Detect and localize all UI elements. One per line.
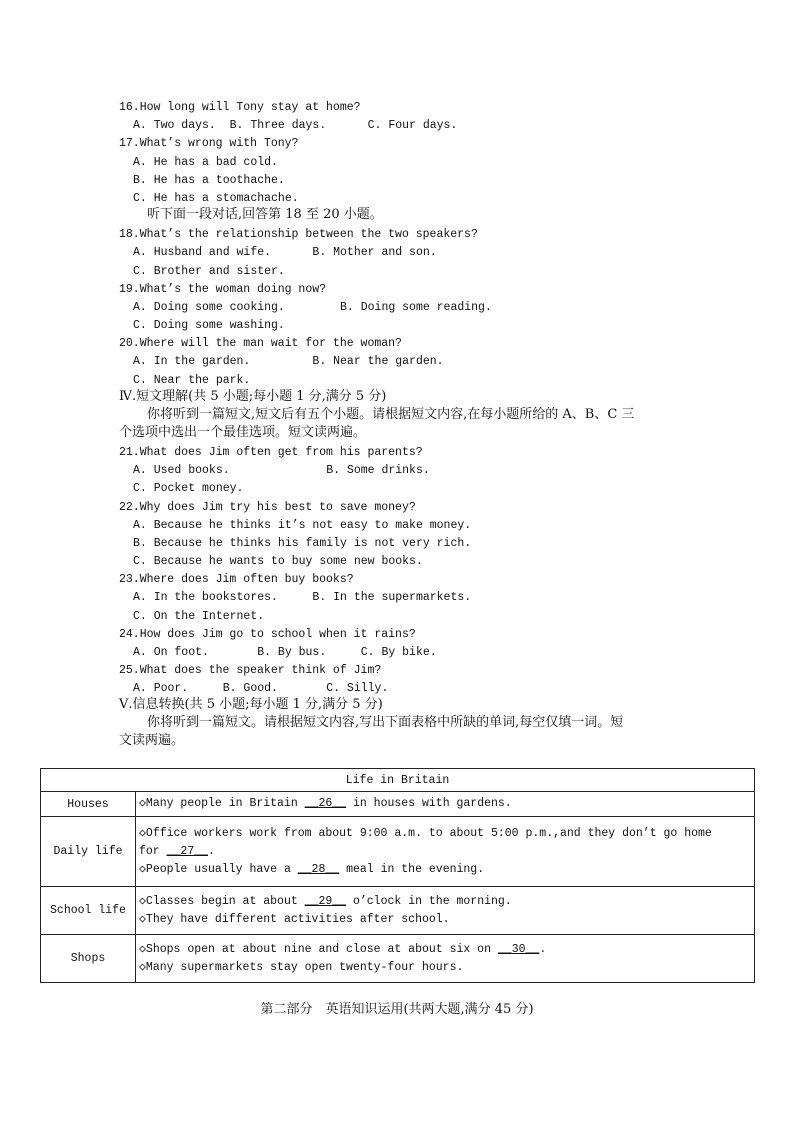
row-content-houses [136,792,755,817]
life-in-britain-table [40,768,755,983]
blank-27: __27__ [166,844,209,858]
text: . [208,844,215,858]
q19-options-ab: A. Doing some cooking. B. Doing some reading. [133,301,492,314]
section-5-title: Ⅴ.信息转换(共 5 小题;每小题 1 分,满分 5 分) [119,697,383,712]
blank-30: __30__ [497,942,540,956]
text: ◇Classes begin at about [139,894,305,908]
text: ◇They have different activities after school. [139,912,450,926]
q17-stem: 17.What’s wrong with Tony? [119,137,299,150]
row-label-houses: Houses [41,792,136,817]
q17-option-a: A. He has a bad cold. [133,156,278,169]
text: meal in the evening. [339,862,485,876]
table-row [41,792,755,817]
row-content-school-life [136,887,755,935]
q25-options: A. Poor. B. Good. C. Silly. [133,682,389,695]
text: for [139,844,167,858]
row-content-shops [136,935,755,983]
q24-stem: 24.How does Jim go to school when it rains? [119,628,416,641]
blank-29: __29__ [304,894,347,908]
q16-stem: 16.How long will Tony stay at home? [119,101,361,114]
text: o’clock in the morning. [346,894,512,908]
directions-18-20: 听下面一段对话,回答第 18 至 20 小题。 [147,207,383,222]
text: . [539,942,547,956]
text: ◇Office workers work from about 9:00 a.m. to about 5:00 p.m.,and they don’t go home [139,826,712,840]
q20-option-c: C. Near the park. [133,374,251,387]
q22-option-c: C. Because he wants to buy some new books. [133,555,423,568]
text: in houses with gardens. [346,797,512,810]
q22-option-b: B. Because he thinks his family is not very rich. [133,537,472,550]
section-5-directions-1: 你将听到一篇短文。请根据短文内容,写出下面表格中所缺的单词,每空仅填一词。短 [147,715,624,730]
table-row [41,935,755,983]
q24-options: A. On foot. B. By bus. C. By bike. [133,646,437,659]
part-2-title: 第二部分 英语知识运用(共两大题,满分 45 分) [260,1002,534,1017]
table-row [41,817,755,887]
section-5-directions-2: 文读两遍。 [119,733,185,748]
q23-stem: 23.Where does Jim often buy books? [119,573,354,586]
section-4-title: Ⅳ.短文理解(共 5 小题;每小题 1 分,满分 5 分) [119,389,387,404]
q22-option-a: A. Because he thinks it’s not easy to make money. [133,519,472,532]
text: ◇People usually have a [139,862,298,876]
q17-option-c: C. He has a stomachache. [133,192,299,205]
q21-options-ab: A. Used books. B. Some drinks. [133,464,430,477]
section-4-directions-1: 你将听到一篇短文,短文后有五个小题。请根据短文内容,在每小题所给的 A、B、C 三 [147,407,635,422]
text: ◇Many supermarkets stay open twenty-four hours. [139,960,464,974]
q20-options-ab: A. In the garden. B. Near the garden. [133,355,444,368]
table-row [41,887,755,935]
row-label-daily-life: Daily life [41,817,136,887]
row-label-school-life: School life [41,887,136,935]
q25-stem: 25.What does the speaker think of Jim? [119,664,382,677]
q21-option-c: C. Pocket money. [133,482,244,495]
blank-28: __28__ [297,862,340,876]
q19-stem: 19.What’s the woman doing now? [119,283,327,296]
q22-stem: 22.Why does Jim try his best to save money? [119,501,416,514]
text: ◇Shops open at about nine and close at about six on [139,942,498,956]
q23-options-ab: A. In the bookstores. B. In the supermarkets. [133,591,472,604]
q16-options: A. Two days. B. Three days. C. Four days. [133,119,458,132]
q17-option-b: B. He has a toothache. [133,174,285,187]
q20-stem: 20.Where will the man wait for the woman? [119,337,402,350]
table-title: Life in Britain [41,769,755,792]
row-content-daily-life [136,817,755,887]
text: ◇Many people in Britain [139,797,305,810]
q18-option-c: C. Brother and sister. [133,265,285,278]
q18-stem: 18.What’s the relationship between the two speakers? [119,228,478,241]
row-label-shops: Shops [41,935,136,983]
q19-option-c: C. Doing some washing. [133,319,285,332]
q21-stem: 21.What does Jim often get from his parents? [119,446,423,459]
blank-26: __26__ [304,797,347,810]
section-4-directions-2: 个选项中选出一个最佳选项。短文读两遍。 [119,425,367,440]
q18-options-ab: A. Husband and wife. B. Mother and son. [133,246,437,259]
q23-option-c: C. On the Internet. [133,610,265,623]
